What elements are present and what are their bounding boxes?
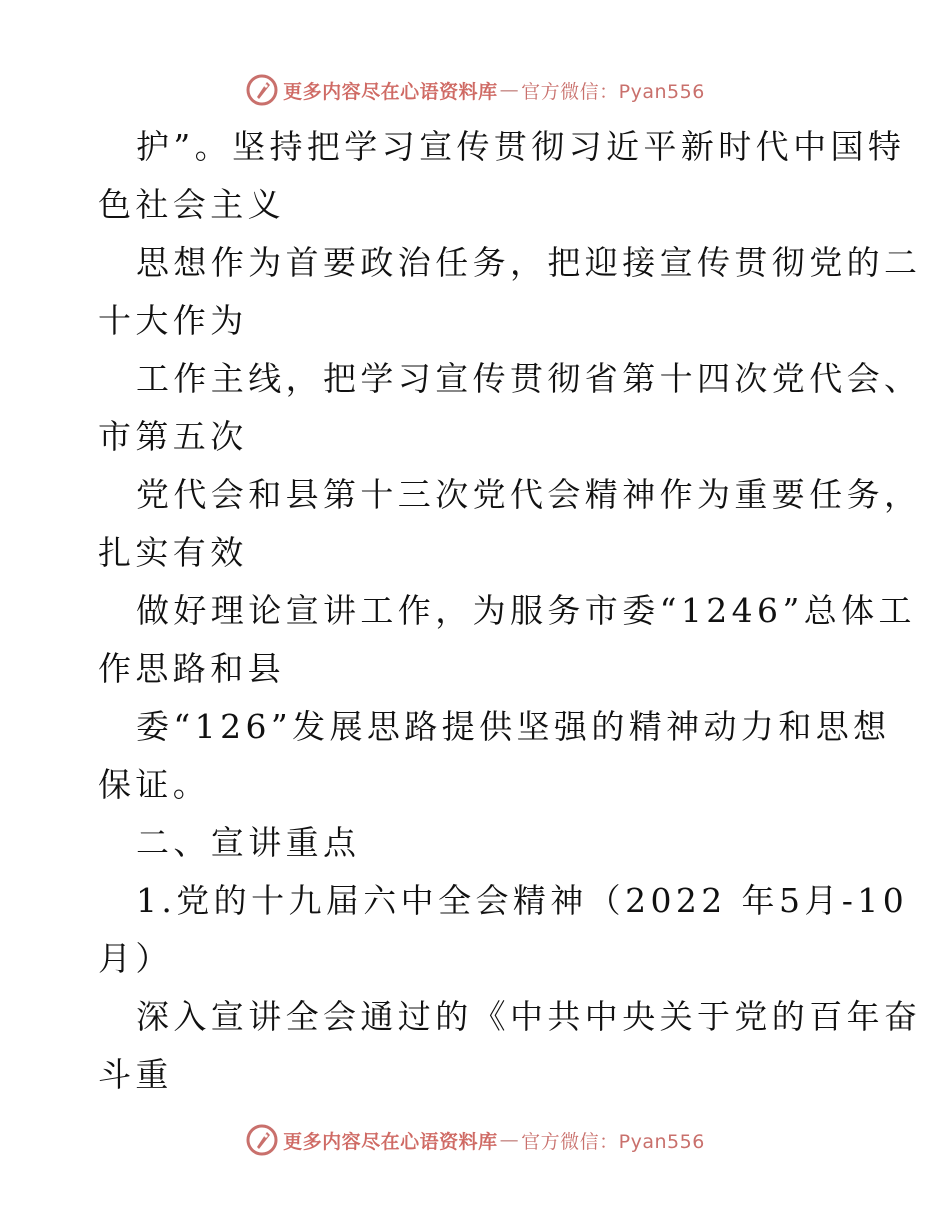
body-line: 委“126”发展思路提供坚强的精神动力和思想 [136, 707, 891, 746]
watermark-separator: — [499, 1129, 520, 1151]
body-line: 思想作为首要政治任务，把迎接宣传贯彻党的二 [136, 243, 922, 282]
subsection-heading: 1.党的十九届六中全会精神（2022 年5月-10 [136, 881, 909, 920]
body-line: 月） [98, 939, 173, 978]
body-line: 深入宣讲全会通过的《中共中央关于党的百年奋 [136, 997, 922, 1036]
body-line: 工作主线，把学习宣传贯彻省第十四次党代会、 [136, 359, 922, 398]
watermark-text: 更多内容尽在心语资料库 [283, 80, 498, 103]
body-line: 做好理论宣讲工作，为服务市委“1246”总体工 [136, 591, 916, 630]
body-line: 十大作为 [98, 301, 248, 340]
body-line: 市第五次 [98, 417, 248, 456]
pen-nib-logo-icon [245, 73, 279, 107]
body-line: 党代会和县第十三次党代会精神作为重要任务， [136, 475, 922, 514]
header-watermark [0, 70, 950, 110]
section-heading: 二、宣讲重点 [136, 823, 361, 862]
watermark-text: 更多内容尽在心语资料库 [283, 1130, 498, 1153]
document-body [98, 118, 922, 1104]
body-line: 扎实有效 [98, 533, 248, 572]
body-line: 作思路和县 [98, 649, 285, 688]
body-line: 斗重 [98, 1055, 173, 1094]
watermark-wechat: 官方微信：Pyan556 [521, 80, 705, 103]
body-line: 保证。 [98, 765, 211, 804]
body-line: 色社会主义 [98, 185, 285, 224]
pen-nib-logo-icon [245, 1123, 279, 1157]
watermark-separator: — [499, 79, 520, 101]
watermark-wechat: 官方微信：Pyan556 [521, 1130, 705, 1153]
body-line: 护”。坚持把学习宣传贯彻习近平新时代中国特 [136, 127, 906, 166]
footer-watermark [0, 1120, 950, 1160]
